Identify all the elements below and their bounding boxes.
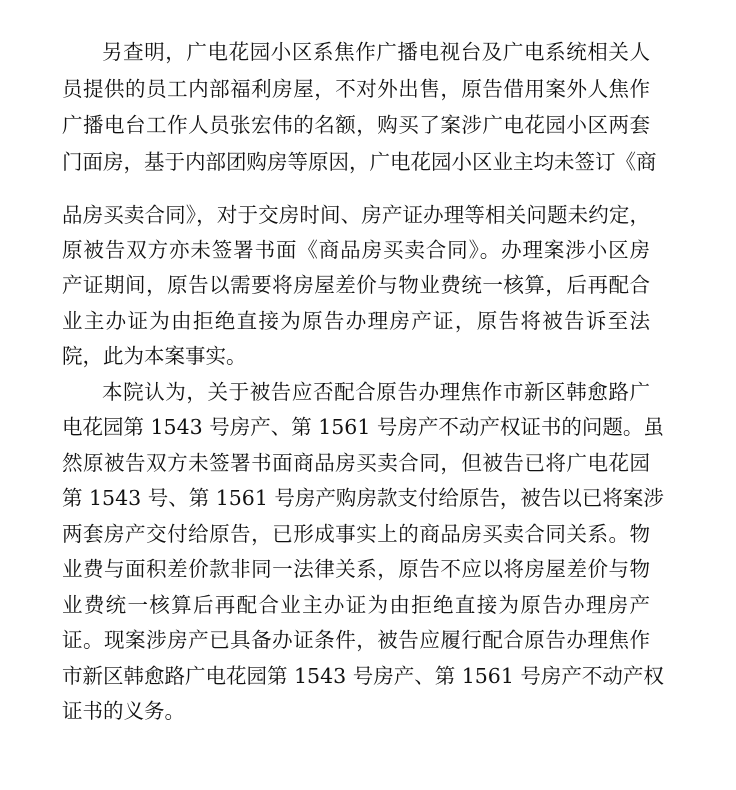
paragraph-line: 院，此为本案事实。 (62, 344, 247, 368)
paragraph-line: 广播电台工作人员张宏伟的名额，购买了案涉广电花园小区两套 (62, 113, 650, 137)
paragraph-line: 第 1543 号、第 1561 号房产购房款支付给原告，被告以已将案涉 (62, 486, 664, 510)
paragraph-line: 产证期间，原告以需要将房屋差价与物业费统一核算，后再配合 (62, 273, 650, 297)
paragraph-line: 品房买卖合同》，对于交房时间、房产证办理等相关问题未约定， (62, 203, 650, 227)
paragraph-line: 原被告双方亦未签署书面《商品房买卖合同》。办理案涉小区房 (62, 238, 650, 262)
paragraph-line: 两套房产交付给原告，已形成事实上的商品房买卖合同关系。物 (62, 522, 650, 546)
paragraph-line: 业主办证为由拒绝直接为原告办理房产证，原告将被告诉至法 (62, 309, 650, 333)
paragraph-line: 另查明，广电花园小区系焦作广播电视台及广电系统相关人 (102, 40, 650, 64)
paragraph-line: 业费与面积差价款非同一法律关系，原告不应以将房屋差价与物 (62, 557, 650, 581)
paragraph-line: 电花园第 1543 号房产、第 1561 号房产不动产权证书的问题。虽 (62, 415, 664, 439)
paragraph-line: 门面房，基于内部团购房等原因，广电花园小区业主均未签订《商 (62, 150, 657, 174)
paragraph-line: 本院认为，关于被告应否配合原告办理焦作市新区韩愈路广 (102, 380, 650, 404)
paragraph-line: 然原被告双方未签署书面商品房买卖合同，但被告已将广电花园 (62, 451, 650, 475)
paragraph-line: 业费统一核算后再配合业主办证为由拒绝直接为原告办理房产 (62, 593, 650, 617)
paragraph-line: 市新区韩愈路广电花园第 1543 号房产、第 1561 号房产不动产权 (62, 664, 664, 688)
paragraph-line: 证书的义务。 (62, 699, 185, 723)
paragraph-line: 证。现案涉房产已具备办证条件，被告应履行配合原告办理焦作 (62, 628, 650, 652)
paragraph-line: 员提供的员工内部福利房屋，不对外出售，原告借用案外人焦作 (62, 77, 650, 101)
